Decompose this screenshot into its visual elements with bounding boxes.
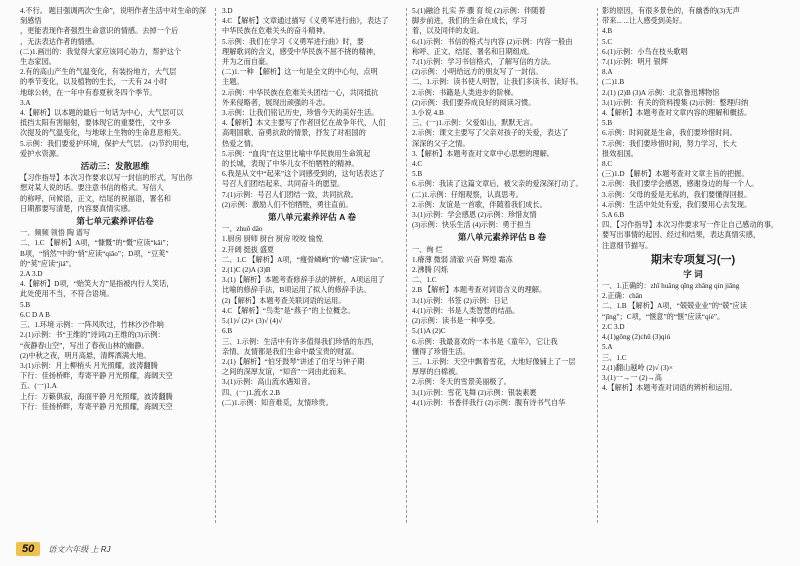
answer-line: 2.示例：中华民族在危难关头团结一心，共同抵抗: [222, 88, 379, 97]
answer-line: 2.A 3.D: [20, 270, 43, 279]
answer-line: 的长城，表现了中华儿女不怕牺牲的精神。: [222, 160, 359, 169]
answer-line: 3.示例：父母的爱是无私的，我们要懂得回报。: [602, 190, 752, 199]
answer-line: 2.示例：我们要学会感恩，感谢身边的每一个人。: [602, 180, 759, 189]
answer-line: 4.(1)gǒng (2)chǔ (3)qiú: [602, 333, 671, 342]
answer-line: 7.(1)示例：号召人们团结一致，共同抗敌。: [222, 190, 358, 199]
answer-line: 的季节变化，以及植物的生长，一天有 24 小时: [20, 78, 168, 87]
answer-line: 2.示例：冬天的雪景美丽极了。: [412, 378, 511, 387]
answer-line: 2.(1)翻山越岭 (2)√ (3)×: [602, 363, 673, 372]
answer-line: (二)1.示例：知音难觅，友情珍贵。: [222, 398, 333, 407]
answer-line: (2)示例：我们要养成良好的阅读习惯。: [412, 98, 536, 107]
answer-line: 2.(1)C (2)A (3)B: [222, 266, 271, 275]
answer-line: 6.(1)示例：书信的格式与内容 (2)示例：内容一般由: [412, 37, 573, 46]
answer-line: 爱护水资源。: [20, 149, 64, 158]
answer-line: (三)1.D 【解析】本题考查对文章主旨的把握。: [602, 170, 749, 179]
answer-column-1: [20, 6, 210, 526]
answer-line: 生态家园。: [20, 58, 56, 67]
answer-line: 5.B: [20, 300, 31, 309]
answer-line: 懂得了珍惜生活。: [412, 347, 470, 356]
answer-line: 报效祖国。: [602, 149, 638, 158]
answer-line: 次提及的气温变化，与地球上生物的生命息息相关。: [20, 129, 186, 138]
answer-line: 要写出事情的起因、经过和结果，表达真情实感，: [602, 231, 761, 240]
page-footer: [16, 540, 110, 558]
column-divider: [406, 8, 407, 523]
answer-line: 二、1.C 【解析】A项，“瘦骨嶙峋”的“嶙”应读“lín”。: [222, 255, 389, 264]
answer-line: 理解歌词的含义，感受中华民族不屈不挠的精神，: [222, 47, 381, 56]
answer-line: ，无法表达作者的情感。: [20, 37, 100, 46]
answer-line: 2.示例：友谊是一首歌，伴随着我们成长。: [412, 200, 547, 209]
answer-line: 厚厚的白棉被。: [412, 368, 463, 377]
answer-line: 6.(1)示例：小鸟在枝头歌唱: [602, 47, 688, 56]
answer-line: “jīng”；C项，“惬意”的“惬”应读“qiè”。: [602, 312, 725, 321]
column-divider: [597, 8, 598, 523]
answer-line: (3)示例：快乐生活 (4)示例：勇于担当: [412, 221, 532, 230]
answer-line: 2.沸腾 闪烁: [412, 266, 448, 275]
answer-line: 五、(一)1.A: [20, 382, 57, 391]
answer-column-2: [222, 6, 402, 526]
answer-line: 2.(1)示例：书“王维的”诗词(2)王维的(3)示例：: [20, 331, 165, 340]
answer-line: 2.开阔 挺拔 盛夏: [222, 245, 275, 254]
answer-line: 4.【解析】本题考查对词语的辨析和运用。: [602, 384, 737, 393]
answer-line: 2.正确：chǎn: [602, 292, 643, 301]
answer-line: 4.(1)示例：书是人类智慧的结晶。: [412, 306, 520, 315]
section-heading: 活动三：发散思维: [80, 161, 150, 172]
answer-line: 着，以及同伴的友谊。: [412, 27, 484, 36]
answer-line: 3.(1)示例：高山流水遇知音。: [222, 378, 315, 387]
answer-line: 3.A: [20, 98, 31, 107]
answer-line: 热爱之情。: [222, 139, 258, 148]
answer-line: 三、1.C: [602, 353, 627, 362]
answer-line: 5.示例：我们在学习《义勇军进行曲》时，要: [222, 37, 364, 46]
answer-line: 外来侵略者，展现出顽强的斗志。: [222, 98, 330, 107]
answer-line: 四、【习作指导】本次习作要求写一件让自己感动的事，: [602, 221, 779, 230]
answer-line: 3.D: [222, 7, 233, 15]
answer-line: (2)示例：读书是一种享受。: [412, 317, 500, 326]
answer-line: 6.B: [222, 327, 233, 336]
answer-line: 4.【解析】D项，“贻笑大方”是指被内行人笑话，: [20, 280, 174, 289]
answer-line: 地球公转，在一年中有春夏秋冬四个季节。: [20, 88, 157, 97]
answer-line: 3.(1)示例：书签 (2)示例：日记: [412, 296, 508, 305]
answer-line: (2)示例：激励人们不怕牺牲，勇往直前。: [222, 200, 353, 209]
answer-line: 3.(1)示例：学会感恩 (2)示例：珍惜友情: [412, 211, 537, 220]
book-label: 语文六年级 上 RJ: [48, 544, 111, 554]
answer-line: 1.瘠薄 微弱 清澈 兴奋 辉煌 霜冻: [412, 255, 513, 264]
answer-line: 三、(一)1.示例：父爱如山，默默无言。: [412, 119, 538, 128]
answer-line: 注意细节描写。: [602, 241, 653, 250]
answer-line: 【习作指导】本次习作要求以写一封信的形式，写出你: [20, 174, 193, 183]
answer-line: 4.C: [412, 160, 423, 169]
answer-line: “夜静春山空”，写出了春夜山林的幽静。: [20, 341, 149, 350]
answer-line: 主题。: [222, 78, 244, 87]
answer-line: 二、1.C: [412, 276, 437, 285]
answer-line: 三、1.环境 示例：一阵风吹过，竹林沙沙作响: [20, 321, 164, 330]
answer-line: ，更能表现作者强烈生命意识的情感。去掉一个后: [20, 27, 179, 36]
answer-line: (二)1.一种 【解析】这一句是全文的中心句，点明: [222, 68, 378, 77]
answer-line: 8.A: [602, 68, 613, 77]
answer-line: 一、zhuō dāo: [222, 225, 263, 234]
answer-line: 比喻的修辞手法，B项运用了拟人的修辞手法。: [222, 286, 371, 295]
answer-line: 4.【解析】本文主要写了作者回忆在战争年代，人们: [222, 119, 386, 128]
answer-line: 5.(1)融洽 扎实 养 骤 育 绽 (2)示例：伴随着: [412, 7, 546, 15]
answer-line: 抵挡太阳有害辐射，要体现它的重要性，文中多: [20, 119, 171, 128]
answer-line: 3.(1)示例：有关的资料搜集 (2)示例：整理归纳: [602, 98, 749, 107]
answer-line: 7.(1)示例：明月 银辉: [602, 58, 668, 67]
answer-column-3: [412, 6, 592, 526]
answer-line: 3.示例：让我们铭记历史，珍惜今天的美好生活。: [222, 109, 379, 118]
answer-line: 5.C: [602, 37, 613, 46]
answer-line: 5.B: [412, 170, 423, 179]
answer-line: 5.示例：我们要爱护环境，保护大气层。 (2)节约用电，: [20, 139, 194, 148]
answer-line: 5.A 6.B: [602, 211, 625, 220]
answer-line: 二、1.C 【解析】A项，“慷慨”的“慨”应读“kǎi”；: [20, 239, 173, 248]
answer-line: 2.(1) (2)B (3)A 示例：北京鲁迅博物馆: [602, 88, 720, 97]
answer-line: 8.C: [602, 160, 613, 169]
answer-line: 6.示例：我读了这篇文章后，被父亲的爱深深打动了。: [412, 180, 583, 189]
answer-line: 4.(1)示例：书香伴我行 (2)示例：腹有诗书气自华: [412, 398, 566, 407]
answer-line: 5.示例：“血肉”在这里比喻中华民族用生命筑起: [222, 149, 371, 158]
answer-line: 二、1.B 【解析】A项，“兢兢业业”的“兢”应读: [602, 302, 747, 311]
answer-line: 6.示例：我最喜欢的一本书是《童年》，它让我: [412, 337, 558, 346]
answer-line: (二)1.示例：仔细观察，认真思考。: [412, 190, 523, 199]
answer-line: 6.C D A B: [20, 310, 50, 319]
answer-line: 称呼、正文、结尾、署名和日期组成。: [412, 47, 535, 56]
answer-line: 4.B: [602, 27, 613, 36]
answer-line: 3.(1)示例：雪花飞舞 (2)示例：银装素裹: [412, 388, 537, 397]
answer-line: 5.(1)√ (2)× (3)√ (4)√: [222, 317, 283, 326]
answer-line: 6.我是从文中“起来”这个词感受到的，这句话表达了: [222, 170, 385, 179]
answer-line: 此处使用不当，不符合语境。: [20, 290, 114, 299]
answer-line: 5.A: [602, 343, 613, 352]
answer-line: 一、频频 领悟 陶 谱写: [20, 229, 91, 238]
section-heading: 第八单元素养评估 B 卷: [457, 232, 547, 243]
answer-line: 影的原因，有很多景色的，有幽香的(3)无声: [602, 7, 740, 15]
answer-line: 2.C 3.D: [602, 322, 625, 331]
answer-line: 想对某人说的话。要注意书信的格式。写信人: [20, 184, 164, 193]
answer-line: (二)1.B: [602, 78, 625, 87]
answer-line: 4.【解析】本题考查对文章内容的理解和概括。: [602, 109, 752, 118]
answer-line: 6.示例：时间就是生命，我们要珍惜时间。: [602, 129, 737, 138]
answer-line: 的“荚”应读“jiá”。: [20, 259, 76, 268]
section-heading: 字 词: [683, 268, 703, 279]
answer-line: 上行：万籁俱寂，海面平静 月光照耀，波涛翻腾: [20, 392, 173, 401]
section-heading: 期末专项复习(一): [650, 253, 736, 266]
answer-line: B项，“悄然”中的“悄”应读“qiǎo”；D项，“豆荚”: [20, 249, 169, 258]
answer-line: 2.示例：书籍是人类进步的阶梯。: [412, 88, 519, 97]
answer-line: 1.厨房 厨师 厨台 厨房 咬咬 愉悦: [222, 235, 323, 244]
answer-line: 深深的父子之情。: [412, 139, 470, 148]
answer-line: 三、1.示例：生活中有许多值得我们珍惜的东西，: [222, 337, 379, 346]
section-heading: 第七单元素养评估卷: [76, 216, 154, 227]
answer-line: 4.不行。 题目强调两次“生命”，说明作者生活中对生命的深刻感悟: [20, 7, 207, 26]
answer-line: 3.(1)示例：月上柳梢头 月光照耀，波涛翻腾: [20, 361, 158, 370]
section-heading: 第八单元素养评估 A 卷: [267, 212, 356, 223]
answer-line: 一、1.正确的：zhī huǎng qīng zhāng qín jiāng: [602, 282, 740, 291]
answer-line: 3.(1)【解析】本题考查修辞手法的辨析，A项运用了: [222, 276, 385, 285]
answer-line: 中华民族在危难关头的奋斗精神。: [222, 27, 330, 36]
answer-line: (2)示例：小明给远方的朋友写了一封信。: [412, 68, 543, 77]
answer-line: 之间的深厚友谊，“知音”一词由此而来。: [222, 368, 351, 377]
answer-line: 带来... ...让人感受到美好。: [602, 17, 687, 26]
answer-line: 7.(1)示例：学习书信格式，了解写信的方法。: [412, 58, 556, 67]
answer-line: 二、1.示例：读书使人明智，让我们多读书、读好书。: [412, 78, 583, 87]
answer-line: (2)【解析】本题考查关联词语的运用。: [222, 296, 346, 305]
answer-column-4: [602, 6, 784, 526]
answer-line: 4.C 【解析】“鸟类”是“燕子”的上位概念。: [222, 306, 355, 315]
answer-line: 日期都要写清楚，内容要真情实感。: [20, 204, 136, 213]
answer-line: 一、绚 烂: [412, 245, 443, 254]
answer-line: 下行：佳扬桥畔，寿寄平静 月光照耀，海阔天空: [20, 402, 173, 411]
answer-line: 2.有的高山产生的气温变化，有装扮地方，大气层: [20, 68, 177, 77]
answer-line: 4.示例：生活中处处有爱，我们要用心去发现。: [602, 200, 752, 209]
answer-line: 5.(1)A (2)C: [412, 327, 446, 336]
answer-line: (2)中秋之夜，明月高悬，清辉洒满大地。: [20, 351, 151, 360]
answer-line: 3.【解析】本题考查对文章中心思想的理解。: [412, 149, 554, 158]
answer-line: 2.示例：课文主要写了父亲对孩子的关爱，表达了: [412, 129, 569, 138]
answer-line: 5.B: [602, 119, 613, 128]
answer-line: 高唱国歌、奋勇抗敌的情景，抒发了对祖国的: [222, 129, 366, 138]
answer-line: 2.(1)【解析】“伯牙鼓琴”讲述了伯牙与钟子期: [222, 357, 365, 366]
answer-line: 四、(一)1.流水 2.B: [222, 388, 281, 397]
answer-line: 7.示例：我们要珍惜时间，努力学习，长大: [602, 139, 737, 148]
answer-line: 脚步前进，我们的生命在成长，学习: [412, 17, 528, 26]
answer-line: 下行：佳扬桥畔，寿寄平静 月光照耀，海阔天空: [20, 372, 173, 381]
page-number: 50: [16, 542, 40, 556]
answer-line: 3.(1)一→一 (2)→高: [602, 373, 662, 382]
answer-line: 三、1.示例：天空中飘着雪花，大地好像铺上了一层: [412, 357, 576, 366]
answer-line: 3.小说 4.B: [412, 109, 444, 118]
answer-line: 2.B 【解析】本题考查对词语含义的理解。: [412, 286, 547, 295]
answer-line: 并为之而自豪。: [222, 58, 273, 67]
answer-line: 4.【解析】以本题的最后一句话为中心，大气层可以: [20, 109, 184, 118]
answer-line: 号召人们团结起来、共同奋斗的愿望。: [222, 180, 345, 189]
answer-line: (二)1.画出的：我觉得大家应该同心协力，帮护这个: [20, 47, 182, 56]
column-divider: [215, 8, 216, 523]
answer-line: 的称呼，问候语，正文，结尾的祝福语，署名和: [20, 194, 171, 203]
answer-line: 亲情、友情都是我们生命中最宝贵的财富。: [222, 347, 359, 356]
answer-line: 4.C 【解析】文章通过描写《义勇军进行曲》，表达了: [222, 17, 389, 26]
